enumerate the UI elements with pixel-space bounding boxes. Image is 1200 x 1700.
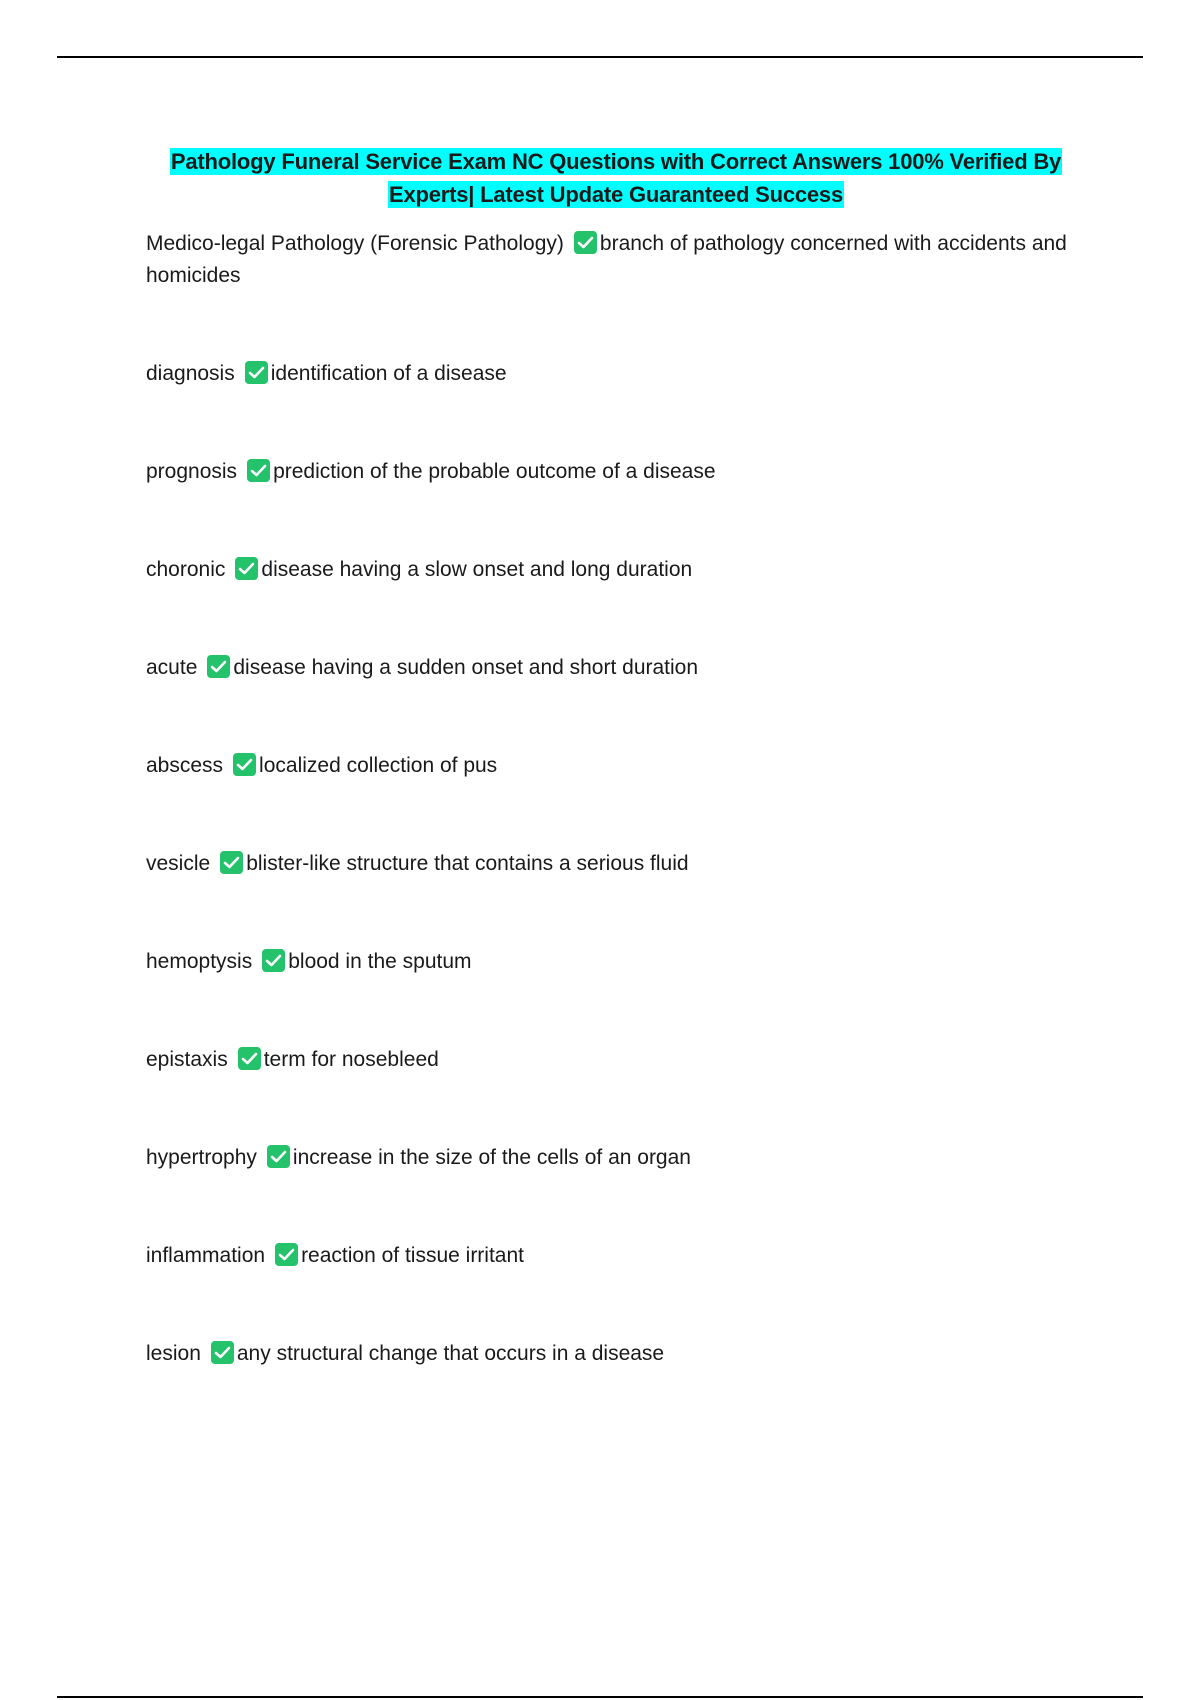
qa-term: hypertrophy (146, 1146, 257, 1169)
qa-item (146, 228, 1086, 292)
header-rule (57, 56, 1143, 58)
check-mark-icon (267, 1145, 290, 1168)
qa-term: acute (146, 656, 198, 679)
qa-term: choronic (146, 558, 226, 581)
document-title (146, 145, 1086, 211)
check-mark-icon (262, 949, 285, 972)
check-mark-icon (275, 1243, 298, 1266)
check-mark-icon (220, 851, 243, 874)
check-mark-icon (574, 231, 597, 254)
check-mark-icon (207, 655, 230, 678)
qa-definition: identification of a disease (270, 362, 507, 385)
qa-definition: disease having a slow onset and long duration (261, 558, 693, 581)
qa-item (146, 1240, 1086, 1272)
title-line-2: Experts| Latest Update Guaranteed Success (388, 182, 843, 207)
qa-definition: blister-like structure that contains a serious fluid (246, 852, 689, 875)
qa-item (146, 750, 1086, 782)
qa-term: diagnosis (146, 362, 235, 385)
qa-term: epistaxis (146, 1048, 228, 1071)
footer-rule (57, 1696, 1143, 1698)
qa-item (146, 1044, 1086, 1076)
qa-definition: reaction of tissue irritant (301, 1244, 524, 1267)
qa-definition: branch of pathology concerned with accidents and homicides (146, 232, 1067, 287)
qa-item (146, 358, 1086, 390)
qa-definition: disease having a sudden onset and short duration (233, 656, 699, 679)
title-line-1: Pathology Funeral Service Exam NC Questions with Correct Answers 100% Verified By (170, 149, 1062, 174)
qa-definition: blood in the sputum (288, 950, 472, 973)
qa-item (146, 848, 1086, 880)
qa-definition: increase in the size of the cells of an organ (292, 1146, 691, 1169)
qa-definition: prediction of the probable outcome of a disease (273, 460, 716, 483)
qa-term: hemoptysis (146, 950, 253, 973)
check-mark-icon (245, 361, 268, 384)
qa-item (146, 1338, 1086, 1370)
qa-item (146, 946, 1086, 978)
qa-item (146, 1142, 1086, 1174)
qa-term: Medico-legal Pathology (Forensic Pathology) (146, 232, 564, 255)
check-mark-icon (238, 1047, 261, 1070)
qa-definition: localized collection of pus (259, 754, 498, 777)
qa-term: vesicle (146, 852, 211, 875)
qa-list (146, 228, 1086, 1370)
qa-definition: term for nosebleed (263, 1048, 439, 1071)
qa-term: prognosis (146, 460, 238, 483)
qa-term: lesion (146, 1342, 201, 1365)
qa-item (146, 554, 1086, 586)
check-mark-icon (233, 753, 256, 776)
check-mark-icon (211, 1341, 234, 1364)
qa-term: inflammation (146, 1244, 266, 1267)
check-mark-icon (247, 459, 270, 482)
qa-term: abscess (146, 754, 224, 777)
qa-definition: any structural change that occurs in a disease (236, 1342, 665, 1365)
qa-item (146, 456, 1086, 488)
check-mark-icon (235, 557, 258, 580)
qa-item (146, 652, 1086, 684)
